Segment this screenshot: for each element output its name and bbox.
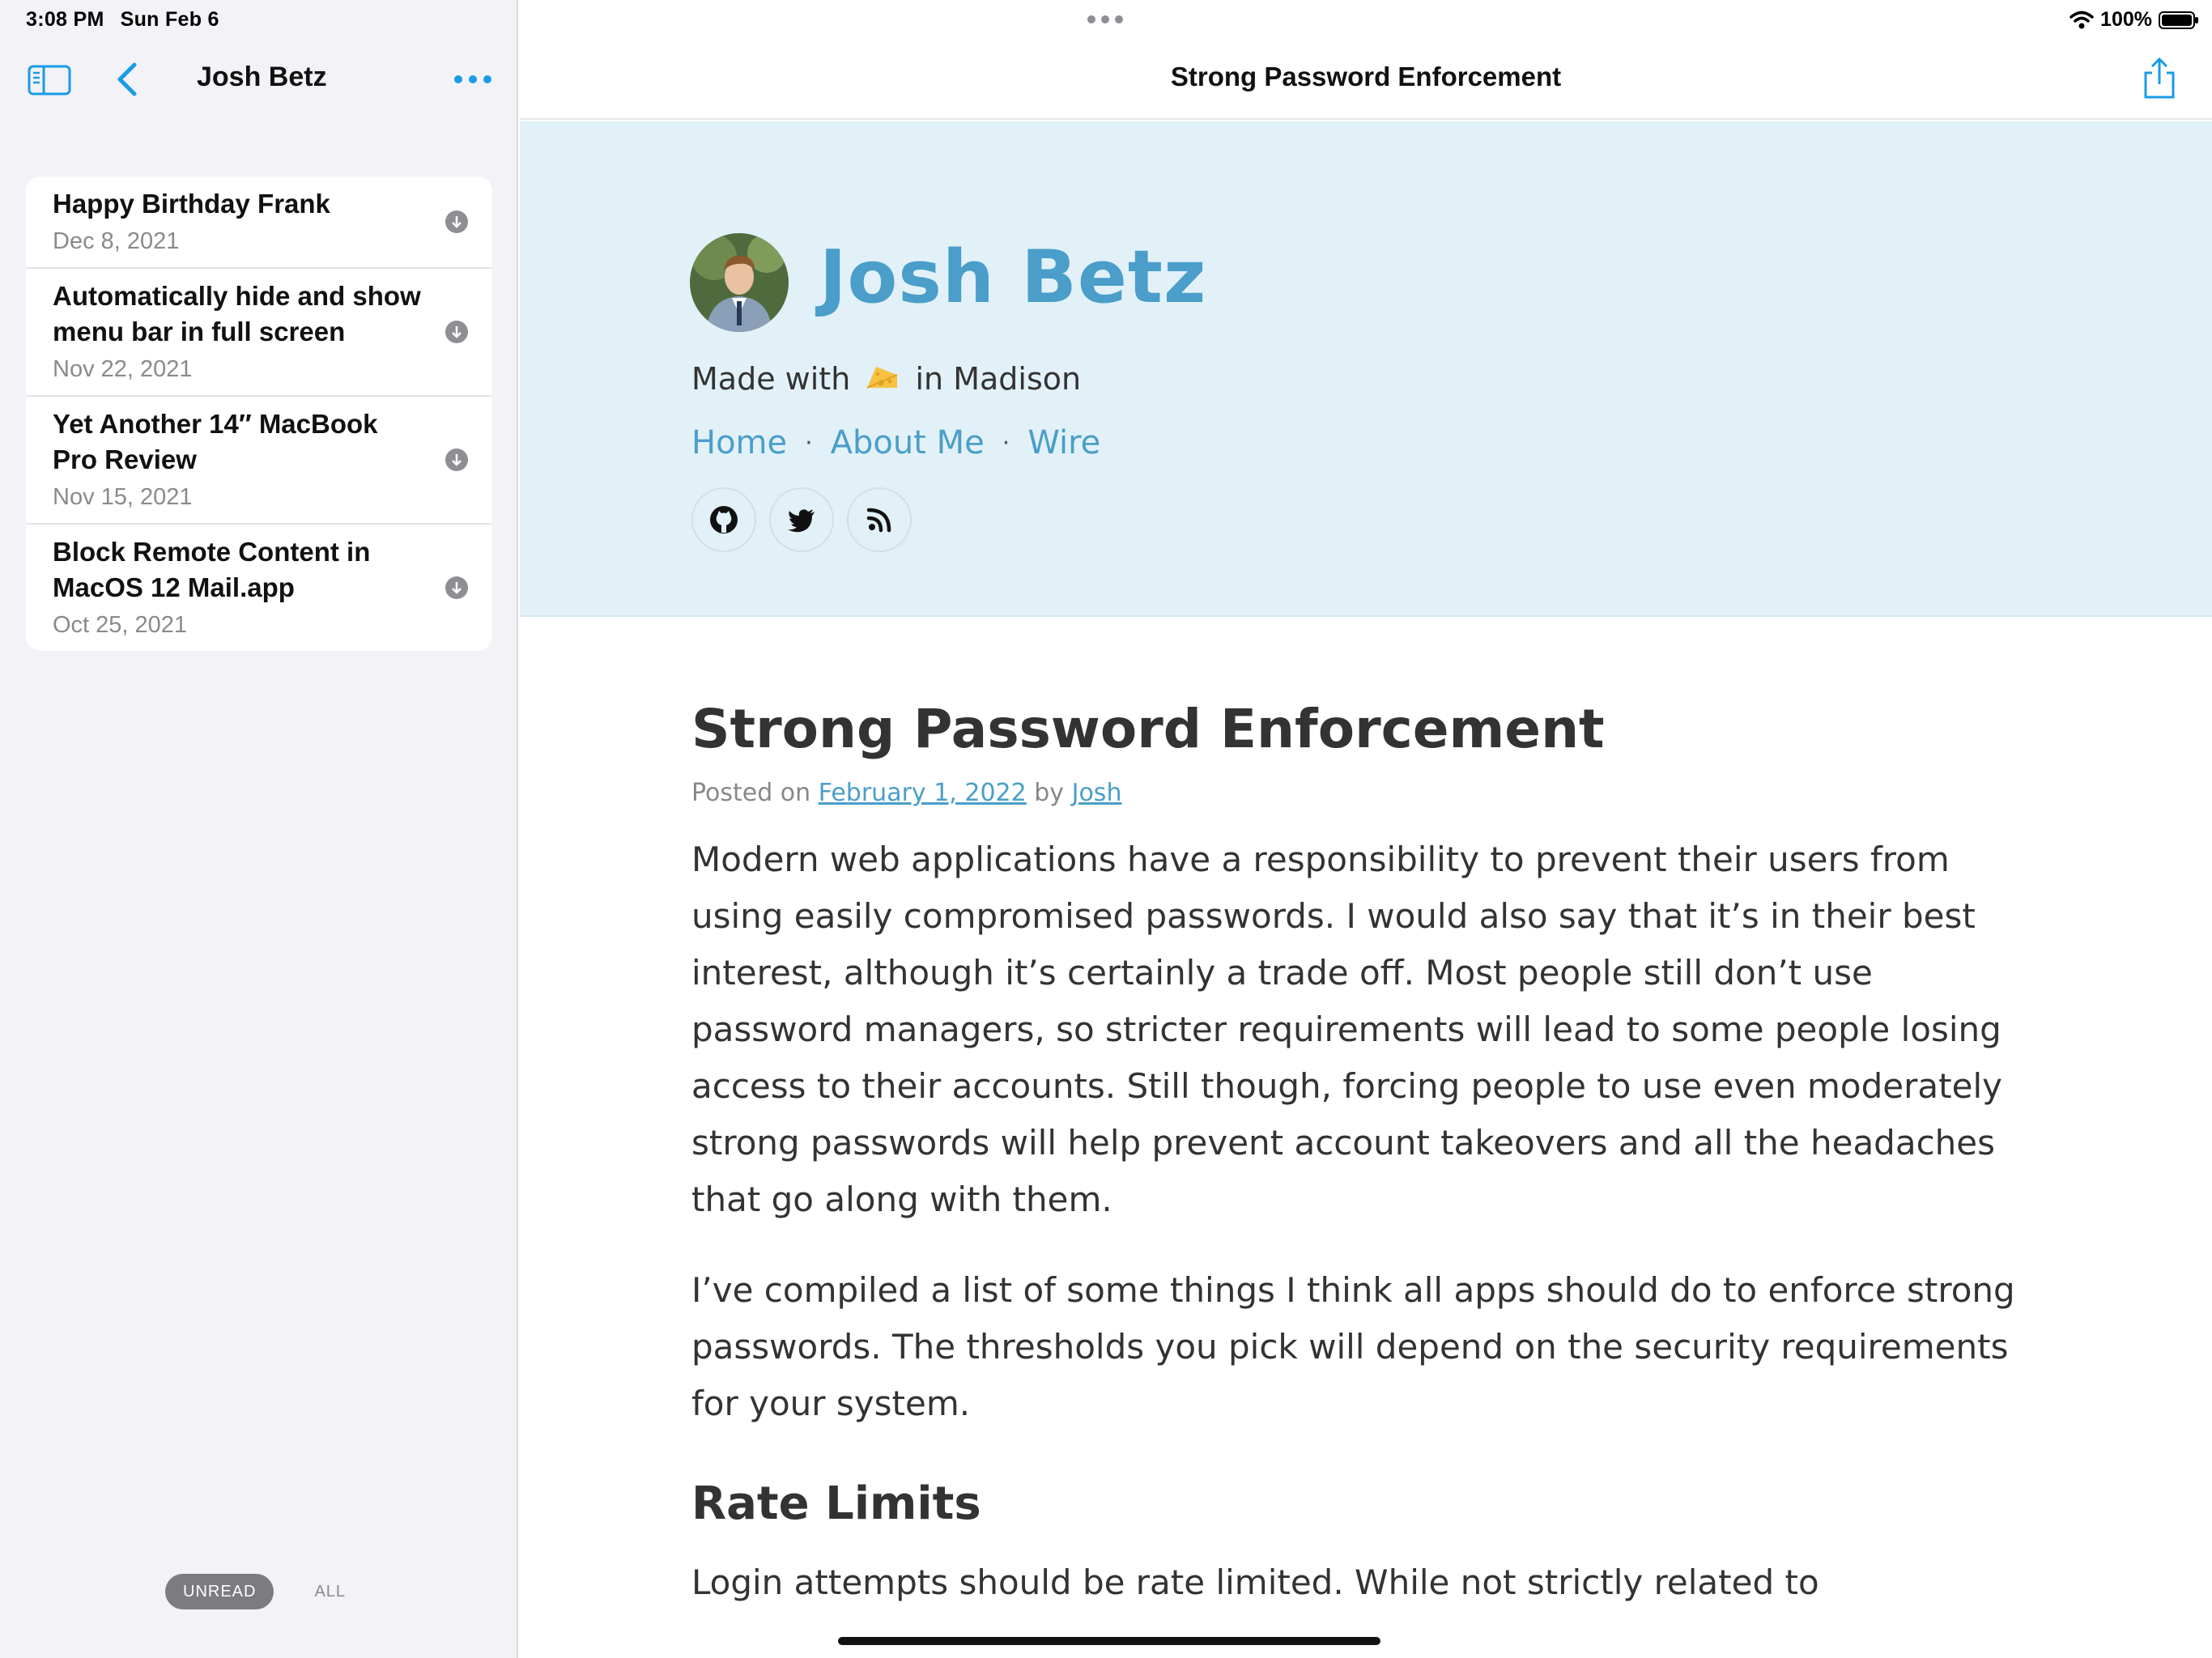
multitasking-dots-icon[interactable] [1087,15,1124,24]
download-arrow-icon [445,576,468,599]
list-item-date: Nov 15, 2021 [53,484,193,510]
article-paragraph: Modern web applications have a responsibility to prevent their users from using easily compromised passwords. I would also say that it’s in their best interest, although it’s certainly a trade off. Most people still don’t use password managers, so stricter requirements will lead to some people losing access to their accounts. Still though, forcing people to use even moderately strong passwords will help prevent account takeovers and all the headaches that go along with them. [691,840,2002,1219]
tagline-text-end: in Madison [915,361,1082,397]
list-item-date: Dec 8, 2021 [53,228,180,254]
site-nav [691,424,1100,461]
status-clock [26,8,236,32]
site-header [520,121,2212,617]
author-link[interactable]: Josh [1071,779,1122,807]
article-date-link[interactable]: February 1, 2022 [818,779,1027,807]
github-icon [708,504,740,536]
status-date: Sun Feb 6 [120,8,219,31]
filter-unread-button[interactable]: UNREAD [165,1574,274,1609]
avatar[interactable] [690,233,789,332]
list-item-title: Yet Another 14″ MacBook Pro Review [53,409,378,474]
page-title: Strong Password Enforcement [1170,62,1562,91]
twitter-link[interactable] [769,487,834,552]
list-item[interactable] [26,525,492,651]
list-item-title: Automatically hide and show menu bar in full screen [53,281,421,346]
navigation-bar [520,0,2212,120]
section-heading: Rate Limits [691,1477,981,1530]
article-heading: Strong Password Enforcement [691,698,1605,760]
filter-all-button[interactable]: ALL [314,1583,347,1601]
nav-link-about-me[interactable]: About Me [830,424,985,461]
home-indicator[interactable] [838,1637,1380,1645]
site-tagline [691,361,1081,397]
rss-icon [863,504,895,536]
download-arrow-icon [445,210,468,233]
nav-link-wire[interactable]: Wire [1027,424,1101,461]
share-icon[interactable] [2142,57,2176,100]
article-meta [691,779,2035,807]
article-body [691,695,2035,1611]
battery-icon [2159,11,2199,30]
article-paragraph: Login attempts should be rate limited. While not strictly related to [691,1562,1819,1602]
cheese-icon [865,363,900,393]
article-paragraph: I’ve compiled a list of some things I think all apps should do to enforce strong passwords. The thresholds you pick will depend on the security requirements for your system. [691,1270,2015,1423]
wifi-icon [2069,11,2094,30]
social-links [691,487,912,552]
article-list [26,176,492,651]
battery-percent: 100% [2100,8,2152,31]
posted-on-label: Posted on [691,779,811,807]
rss-link[interactable] [847,487,912,552]
chevron-left-icon[interactable] [113,62,141,97]
status-indicators [2069,8,2199,32]
list-item-title: Happy Birthday Frank [53,189,330,219]
nav-separator: · [1002,428,1010,457]
tagline-text-start: Made with [691,361,851,397]
sidebar-icon[interactable] [28,65,71,96]
filter-segmented-control [165,1574,364,1609]
list-item-date: Oct 25, 2021 [53,612,188,638]
twitter-icon [785,504,818,536]
list-item[interactable] [26,269,492,397]
sidebar [0,0,518,1658]
ellipsis-icon[interactable] [453,70,492,89]
github-link[interactable] [691,487,756,552]
site-name[interactable]: Josh Betz [819,235,1207,320]
nav-separator: · [805,428,813,457]
list-item[interactable] [26,397,492,525]
reader-pane [520,0,2212,1658]
nav-link-home[interactable]: Home [691,424,788,461]
by-label: by [1034,779,1065,807]
list-item-title: Block Remote Content in MacOS 12 Mail.app [53,537,371,602]
list-item[interactable] [26,176,492,269]
download-arrow-icon [445,321,468,343]
download-arrow-icon [445,449,468,471]
sidebar-title: Josh Betz [197,62,327,92]
status-time: 3:08 PM [26,8,104,31]
list-item-date: Nov 22, 2021 [53,356,193,382]
